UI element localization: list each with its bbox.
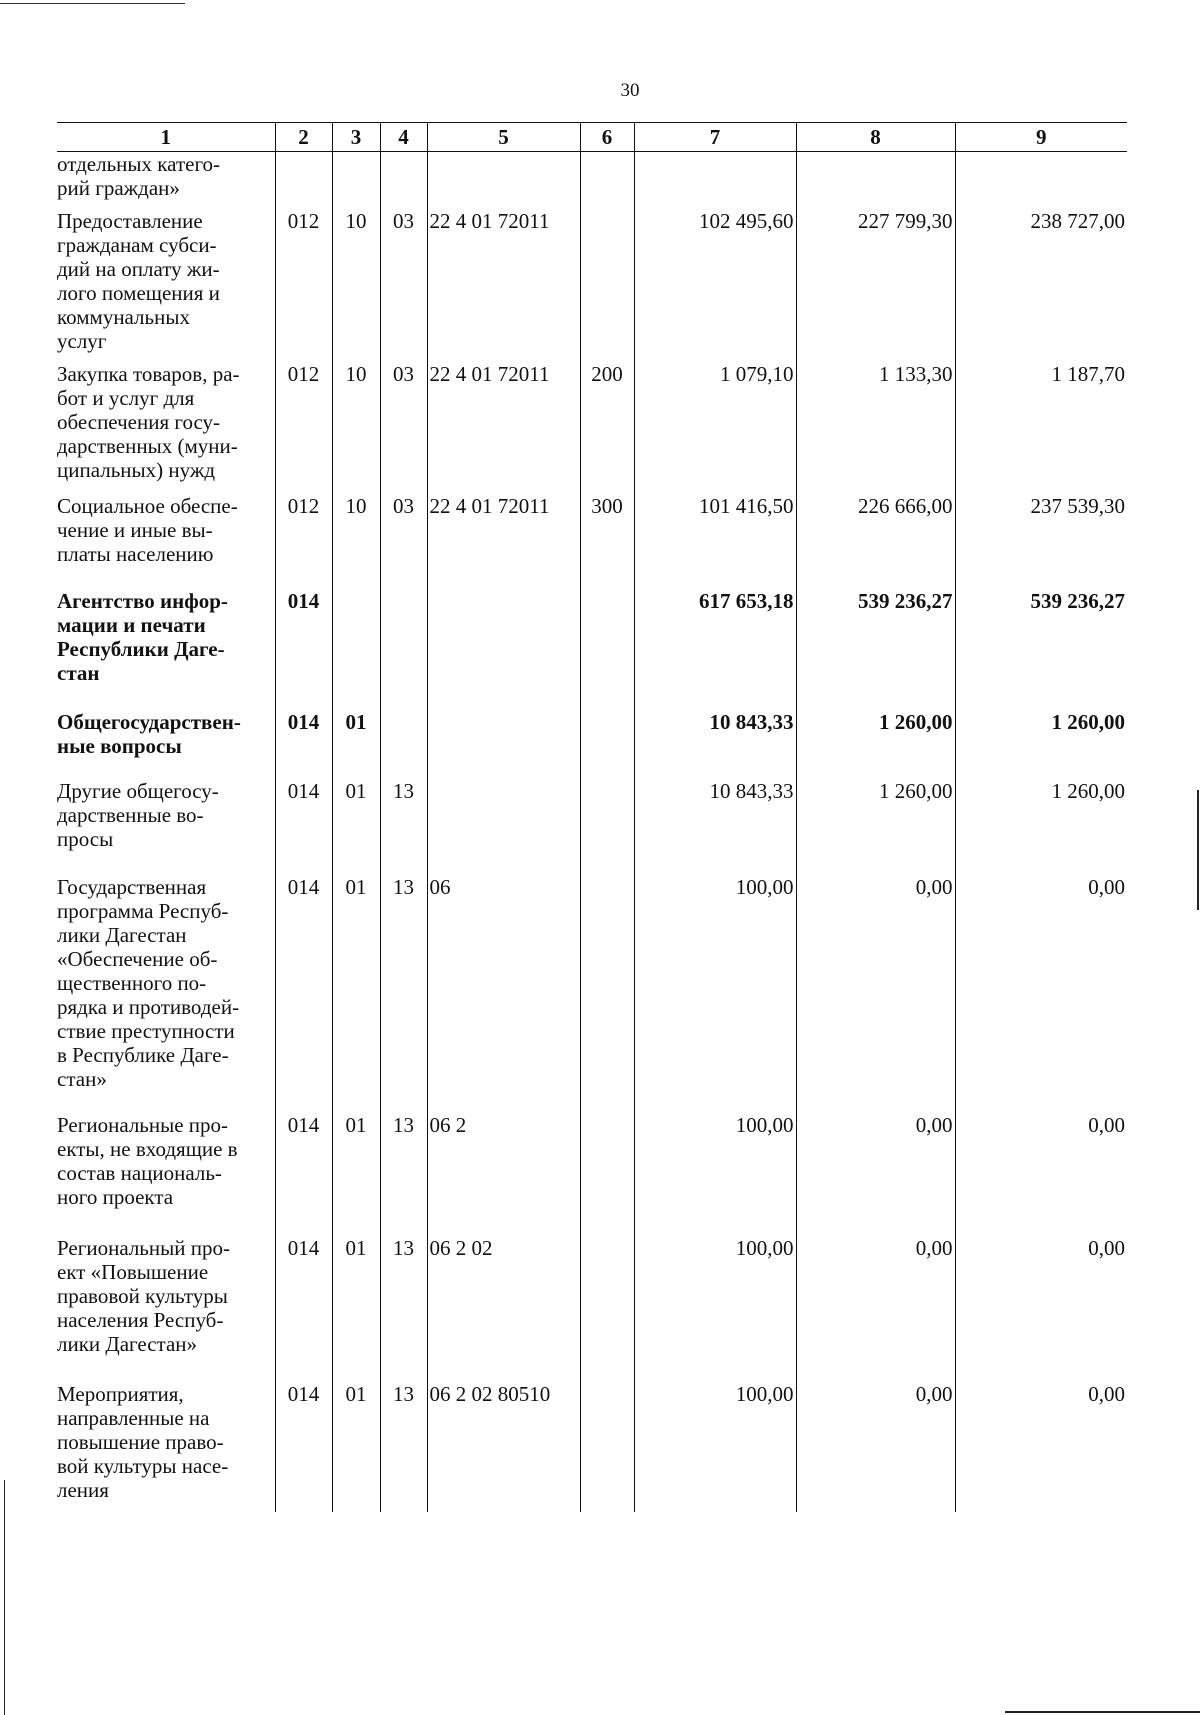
row-name-cell: Другие общегосу- дарственные во- просы bbox=[57, 778, 219, 851]
amount-col-8-cell: 1 260,00 bbox=[796, 779, 955, 875]
row-name-cell: Мероприятия, направленные на повышение право- вой культуры насе- ления bbox=[57, 1381, 229, 1502]
amount-col-9-cell: 0,00 bbox=[955, 875, 1127, 1113]
section-code-cell: 10 bbox=[332, 362, 380, 494]
amount-col-8-cell: 0,00 bbox=[796, 875, 955, 1113]
subsection-code-cell bbox=[380, 710, 427, 779]
target-article-code-cell: 06 2 bbox=[427, 1113, 580, 1236]
amount-col-9-cell: 237 539,30 bbox=[955, 494, 1127, 589]
expense-type-code-cell bbox=[580, 875, 634, 1113]
amount-col-7-cell: 100,00 bbox=[634, 1382, 796, 1512]
amount-col-7-cell: 617 653,18 bbox=[634, 589, 796, 710]
target-article-code-cell: 06 bbox=[427, 875, 580, 1113]
expense-type-code-cell bbox=[580, 710, 634, 779]
amount-col-7-cell: 10 843,33 bbox=[634, 710, 796, 779]
target-article-code-cell bbox=[427, 710, 580, 779]
table-row bbox=[57, 710, 1127, 779]
amount-col-8-cell: 1 133,30 bbox=[796, 362, 955, 494]
target-article-code-cell: 22 4 01 72011 bbox=[427, 494, 580, 589]
amount-col-9-cell: 0,00 bbox=[955, 1113, 1127, 1236]
section-code-cell: 01 bbox=[332, 710, 380, 779]
amount-col-7-cell: 1 079,10 bbox=[634, 362, 796, 494]
subsection-code-cell: 03 bbox=[380, 209, 427, 362]
table-row bbox=[57, 1113, 1127, 1236]
section-code-cell: 01 bbox=[332, 875, 380, 1113]
grbs-code-cell bbox=[275, 152, 332, 209]
amount-col-9-cell bbox=[955, 152, 1127, 209]
subsection-code-cell: 13 bbox=[380, 1113, 427, 1236]
column-header-5: 5 bbox=[427, 123, 580, 152]
amount-col-8-cell: 227 799,30 bbox=[796, 209, 955, 362]
section-code-cell: 01 bbox=[332, 1113, 380, 1236]
amount-col-8-cell: 539 236,27 bbox=[796, 589, 955, 710]
column-header-4: 4 bbox=[380, 123, 427, 152]
amount-col-7-cell: 101 416,50 bbox=[634, 494, 796, 589]
column-header-2: 2 bbox=[275, 123, 332, 152]
section-code-cell: 01 bbox=[332, 1382, 380, 1512]
grbs-code-cell: 014 bbox=[275, 1382, 332, 1512]
amount-col-8-cell bbox=[796, 152, 955, 209]
row-name-cell: Региональный про- ект «Повышение правовой культуры населения Респуб- лики Дагестан» bbox=[57, 1235, 230, 1356]
table-row bbox=[57, 209, 1127, 362]
expense-type-code-cell bbox=[580, 779, 634, 875]
table-row bbox=[57, 779, 1127, 875]
grbs-code-cell: 014 bbox=[275, 1113, 332, 1236]
subsection-code-cell: 03 bbox=[380, 362, 427, 494]
amount-col-8-cell: 0,00 bbox=[796, 1236, 955, 1382]
table-row bbox=[57, 875, 1127, 1113]
target-article-code-cell bbox=[427, 779, 580, 875]
table-row bbox=[57, 152, 1127, 209]
amount-col-7-cell: 100,00 bbox=[634, 1113, 796, 1236]
amount-col-7-cell: 102 495,60 bbox=[634, 209, 796, 362]
amount-col-7-cell: 10 843,33 bbox=[634, 779, 796, 875]
row-name-cell: отдельных катего- рий граждан» bbox=[57, 152, 221, 200]
expense-type-code-cell: 300 bbox=[580, 494, 634, 589]
table-row bbox=[57, 1236, 1127, 1382]
subsection-code-cell: 13 bbox=[380, 875, 427, 1113]
scan-edge-left bbox=[4, 1480, 5, 1715]
subsection-code-cell: 03 bbox=[380, 494, 427, 589]
target-article-code-cell: 06 2 02 bbox=[427, 1236, 580, 1382]
column-header-6: 6 bbox=[580, 123, 634, 152]
amount-col-9-cell: 539 236,27 bbox=[955, 589, 1127, 710]
scan-edge-bottom bbox=[1005, 1711, 1200, 1713]
row-name-cell: Государственная программа Респуб- лики Дагестан «Обеспечение об- щественного по- рядка и противодей- ствие преступности в Республике Даге- стан» bbox=[57, 874, 240, 1091]
grbs-code-cell: 014 bbox=[275, 589, 332, 710]
section-code-cell bbox=[332, 589, 380, 710]
amount-col-7-cell: 100,00 bbox=[634, 1236, 796, 1382]
table-row bbox=[57, 589, 1127, 710]
target-article-code-cell: 22 4 01 72011 bbox=[427, 209, 580, 362]
subsection-code-cell: 13 bbox=[380, 779, 427, 875]
scan-edge-right bbox=[1197, 790, 1199, 910]
budget-table bbox=[57, 122, 1127, 1512]
expense-type-code-cell bbox=[580, 209, 634, 362]
amount-col-7-cell: 100,00 bbox=[634, 875, 796, 1113]
amount-col-8-cell: 0,00 bbox=[796, 1113, 955, 1236]
column-header-3: 3 bbox=[332, 123, 380, 152]
subsection-code-cell bbox=[380, 152, 427, 209]
row-name-cell: Закупка товаров, ра- бот и услуг для обеспечения госу- дарственных (муни- ципальных) нужд bbox=[57, 361, 240, 482]
grbs-code-cell: 014 bbox=[275, 875, 332, 1113]
grbs-code-cell: 012 bbox=[275, 494, 332, 589]
column-header-9: 9 bbox=[955, 123, 1127, 152]
page-number: 30 bbox=[620, 80, 640, 101]
subsection-code-cell: 13 bbox=[380, 1382, 427, 1512]
subsection-code-cell bbox=[380, 589, 427, 710]
amount-col-9-cell: 1 260,00 bbox=[955, 779, 1127, 875]
grbs-code-cell: 014 bbox=[275, 779, 332, 875]
grbs-code-cell: 012 bbox=[275, 209, 332, 362]
target-article-code-cell bbox=[427, 589, 580, 710]
column-header-1: 1 bbox=[57, 123, 275, 152]
section-code-cell: 10 bbox=[332, 494, 380, 589]
row-name-cell: Социальное обеспе- чение и иные вы- платы населению bbox=[57, 493, 238, 566]
row-name-cell: Общегосударствен- ные вопросы bbox=[57, 709, 241, 758]
table-body bbox=[57, 152, 1127, 1512]
table-row bbox=[57, 494, 1127, 589]
expense-type-code-cell bbox=[580, 589, 634, 710]
section-code-cell: 01 bbox=[332, 1236, 380, 1382]
table-header-row bbox=[57, 123, 1127, 152]
amount-col-9-cell: 0,00 bbox=[955, 1236, 1127, 1382]
expense-type-code-cell: 200 bbox=[580, 362, 634, 494]
subsection-code-cell: 13 bbox=[380, 1236, 427, 1382]
section-code-cell: 10 bbox=[332, 209, 380, 362]
expense-type-code-cell bbox=[580, 1113, 634, 1236]
row-name-cell: Региональные про- екты, не входящие в состав националь- ного проекта bbox=[57, 1112, 238, 1209]
grbs-code-cell: 012 bbox=[275, 362, 332, 494]
column-header-8: 8 bbox=[796, 123, 955, 152]
amount-col-9-cell: 1 260,00 bbox=[955, 710, 1127, 779]
table-row bbox=[57, 1382, 1127, 1512]
amount-col-7-cell bbox=[634, 152, 796, 209]
target-article-code-cell bbox=[427, 152, 580, 209]
amount-col-8-cell: 0,00 bbox=[796, 1382, 955, 1512]
scan-edge-top bbox=[0, 3, 185, 4]
target-article-code-cell: 22 4 01 72011 bbox=[427, 362, 580, 494]
table-row bbox=[57, 362, 1127, 494]
section-code-cell: 01 bbox=[332, 779, 380, 875]
amount-col-9-cell: 238 727,00 bbox=[955, 209, 1127, 362]
grbs-code-cell: 014 bbox=[275, 1236, 332, 1382]
column-header-7: 7 bbox=[634, 123, 796, 152]
expense-type-code-cell bbox=[580, 152, 634, 209]
amount-col-8-cell: 1 260,00 bbox=[796, 710, 955, 779]
expense-type-code-cell bbox=[580, 1382, 634, 1512]
row-name-cell: Предоставление гражданам субси- дий на оплату жи- лого помещения и коммунальных услуг bbox=[57, 208, 220, 353]
amount-col-8-cell: 226 666,00 bbox=[796, 494, 955, 589]
amount-col-9-cell: 0,00 bbox=[955, 1382, 1127, 1512]
row-name-cell: Агентство инфор- мации и печати Республики Даге- стан bbox=[57, 588, 228, 685]
amount-col-9-cell: 1 187,70 bbox=[955, 362, 1127, 494]
expense-type-code-cell bbox=[580, 1236, 634, 1382]
target-article-code-cell: 06 2 02 80510 bbox=[427, 1382, 580, 1512]
section-code-cell bbox=[332, 152, 380, 209]
grbs-code-cell: 014 bbox=[275, 710, 332, 779]
